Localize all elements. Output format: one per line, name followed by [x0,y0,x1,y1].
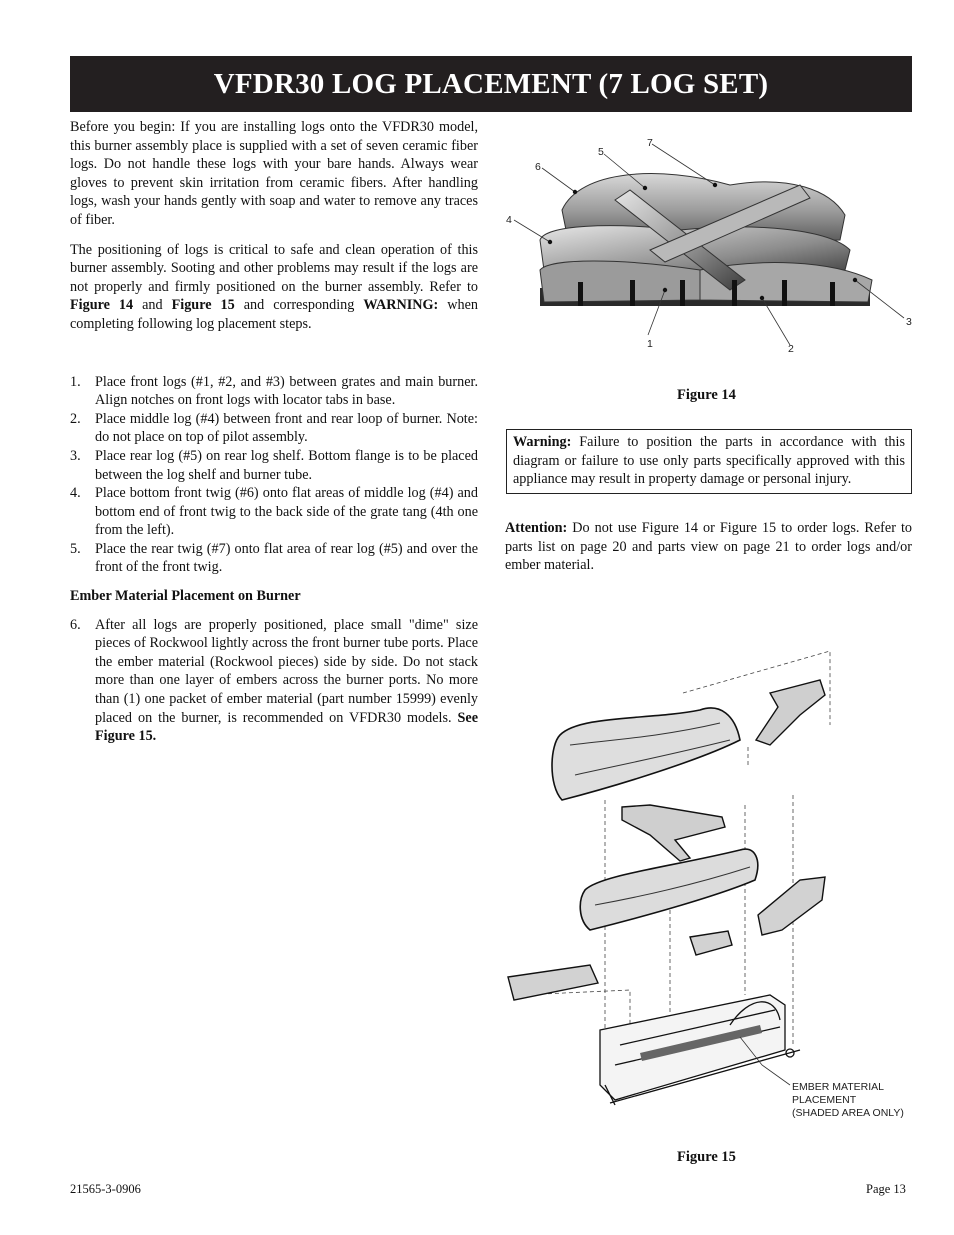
log-front-left [540,261,700,302]
fig15-log-small [690,931,732,955]
left-column [70,118,478,746]
callout-1: 1 [647,338,653,350]
figure15-illustration [500,645,840,1125]
warning-box [506,429,912,494]
callout-2: 2 [788,343,794,355]
page-number: Page 13 [866,1182,906,1196]
intro-paragraph-2: The positioning of logs is critical to safe and clean operation of this burner assembly. Sooting and other problems may result if the logs are not properly and firmly positioned on the burner assembly. Refer to Figure 14 and Figure 15 and corresponding WARNING: when completing following log placement steps. [70,241,478,332]
callout-7: 7 [647,137,653,149]
callout-3: 3 [906,316,912,328]
figure14-caption: Figure 14 [677,387,736,403]
step-item: 1. Place front logs (#1, #2, and #3) between grates and main burner. Align notches on front logs with locator tabs in base. [70,373,478,409]
ember-label: EMBER MATERIAL PLACEMENT (SHADED AREA ONLY) [792,1081,904,1119]
fig15-twig-front [622,805,725,861]
ember-steps [70,616,478,746]
intro-paragraph-1: Before you begin: If you are installing logs onto the VFDR30 model, this burner assembly place is supplied with a set of seven ceramic fiber logs. Do not handle these logs with your bare hands. Always wear gloves to prevent skin irritation from ceramic fibers. After handling logs, wash your hands gently with soap and water to remove any traces of fiber. [70,119,478,228]
see-figure15: See Figure 15. [95,709,478,745]
attention-note [505,519,912,575]
fig15-log-right [758,877,825,935]
fig15-log-rear [552,708,740,800]
doc-number: 21565-3-0906 [70,1182,141,1196]
step-item: 4. Place bottom front twig (#6) onto flat areas of middle log (#4) and bottom end of front twig to the back side of the grate tang (4th one from the left). [70,485,478,539]
title-bar [70,56,912,112]
step-item: 3. Place rear log (#5) on rear log shelf. Bottom flange is to be placed between the log shelf and burner tube. [70,447,478,483]
fig15-twig-rear [756,680,825,745]
attention-label: Attention: [505,520,568,536]
step-item: 5. Place the rear twig (#7) onto flat area of rear log (#5) and over the front of the front twig. [70,540,478,576]
page-title: VFDR30 LOG PLACEMENT (7 LOG SET) [213,67,769,100]
callout-5: 5 [598,146,604,158]
figure14-ref: Figure 14 [70,297,134,314]
figure15-ref: Figure 15 [171,297,235,314]
fig15-burner-assembly [600,995,800,1105]
attention-text: Do not use Figure 14 or Figure 15 to order logs. Refer to parts list on page 20 and parts view on page 21 to order logs and/or ember material. [505,520,912,574]
step-item: 2. Place middle log (#4) between front and rear loop of burner. Note: do not place on top of pilot assembly. [70,410,478,446]
warning-ref: WARNING: [363,297,439,314]
warning-label: Warning: [513,434,572,450]
warning-text: Failure to position the parts in accordance with this diagram or failure to use only parts specifically approved with this appliance may result in property damage or personal injury. [513,434,905,488]
figure14-illustration [500,130,920,360]
step-item: 6. After all logs are properly positioned, place small "dime" size pieces of Rockwool lightly across the front burner tube ports. Place the ember material (Rockwool pieces) side by side. Do not stack more than one layer of embers across the burner ports. No more than (1) one packet of ember material (part number 15999) evenly placed on the burner, is recommended on VFDR30 models. See Figure 15. [70,616,478,745]
placement-steps [70,373,478,578]
figure15-caption: Figure 15 [677,1149,736,1165]
fig15-log-front-left [508,965,598,1000]
ember-heading: Ember Material Placement on Burner [70,588,301,605]
callout-6: 6 [535,161,541,173]
callout-4: 4 [506,214,512,226]
